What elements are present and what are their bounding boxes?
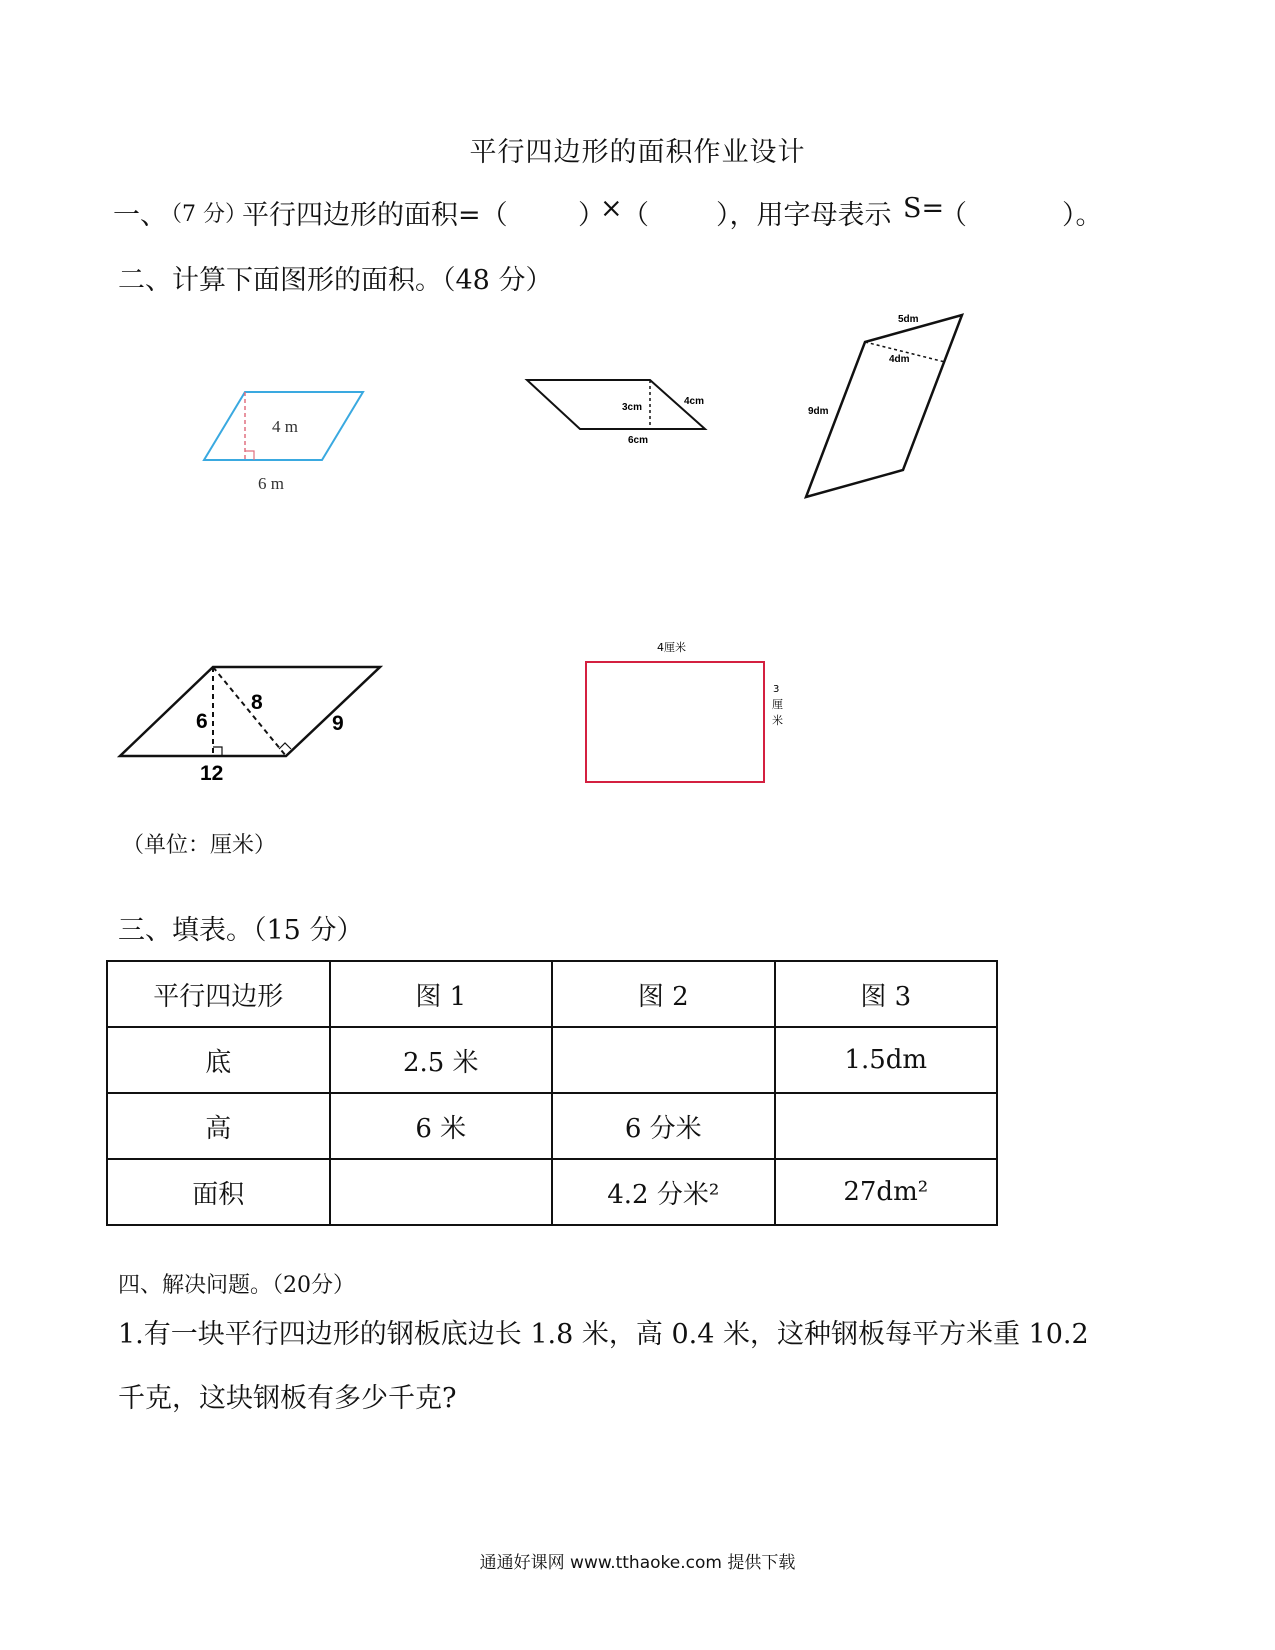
figure-4-right-angle-1 — [213, 747, 222, 756]
table-cell: 2.5 米 — [330, 1027, 553, 1093]
figure-3-side-label: 9dm — [808, 406, 829, 417]
table-cell — [552, 1027, 775, 1093]
figure-5-rectangle — [586, 662, 764, 782]
table-header-cell: 图 3 — [775, 961, 998, 1027]
figure-1-base-label: 6 m — [258, 474, 284, 493]
fill-table — [106, 960, 998, 1226]
q1-open-b: （ — [622, 200, 649, 231]
figure-4-diag-label: 8 — [251, 691, 263, 714]
figure-4-base-label: 12 — [200, 762, 224, 785]
table-cell: 高 — [107, 1093, 330, 1159]
figure-3 — [806, 314, 962, 497]
page-title: 平行四边形的面积作业设计 — [469, 137, 806, 168]
table-header-cell: 图 2 — [552, 961, 775, 1027]
figure-4-height-label: 6 — [196, 710, 208, 733]
figure-1 — [204, 392, 363, 493]
figure-5 — [586, 640, 783, 782]
table-cell: 1.5dm — [775, 1027, 998, 1093]
figure-2-parallelogram — [527, 380, 705, 429]
figure-2 — [527, 380, 705, 446]
table-cell — [775, 1093, 998, 1159]
q2-heading: 二、计算下面图形的面积。（48 分） — [118, 265, 553, 296]
table-cell: 4.2 分米² — [552, 1159, 775, 1225]
q3-heading: 三、填表。（15 分） — [118, 915, 364, 946]
figure-4-side-label: 9 — [332, 712, 344, 735]
table-cell: 6 米 — [330, 1093, 553, 1159]
q1-close-c: ）。 — [1062, 200, 1103, 231]
problem-1-line2: 千克，这块钢板有多少千克? — [118, 1383, 457, 1414]
figure-4-diagonal-line — [213, 667, 286, 756]
figure-5-height-label-3: 米 — [772, 714, 783, 727]
footer: 通通好课网 www.tthaoke.com 提供下载 — [479, 1553, 796, 1573]
figure-3-height-label: 4dm — [889, 354, 910, 365]
table-cell — [330, 1159, 553, 1225]
table-row — [107, 1093, 997, 1159]
table-cell: 面积 — [107, 1159, 330, 1225]
unit-note: （单位：厘米） — [122, 833, 277, 858]
table-header-cell: 平行四边形 — [107, 961, 330, 1027]
figure-5-height-label-1: 3 — [773, 684, 780, 695]
q1-s: S= — [903, 193, 945, 224]
table-header-cell: 图 1 — [330, 961, 553, 1027]
figure-3-parallelogram — [806, 315, 962, 497]
table-cell: 6 分米 — [552, 1093, 775, 1159]
figure-5-width-label: 4厘米 — [657, 641, 686, 654]
figure-2-height-label: 3cm — [622, 402, 643, 413]
figure-2-side-label: 4cm — [684, 396, 705, 407]
q1-score: （7 分） — [160, 202, 247, 227]
figure-5-height-label-2: 厘 — [772, 698, 783, 711]
figure-1-right-angle — [245, 451, 254, 460]
figure-4-right-angle-2 — [279, 743, 291, 749]
figure-1-height-label: 4 m — [272, 417, 298, 436]
q1-text-a: 平行四边形的面积=（ — [242, 200, 508, 231]
q1-text-b: ），用字母表示 — [716, 200, 892, 231]
table-row — [107, 1027, 997, 1093]
figure-3-top-label: 5dm — [898, 314, 919, 325]
table-cell: 底 — [107, 1027, 330, 1093]
q1-times: × — [600, 193, 623, 224]
table-row — [107, 1159, 997, 1225]
q1-prefix: 一、 — [113, 200, 167, 231]
figure-2-base-label: 6cm — [628, 435, 649, 446]
problem-1-line1: 1.有一块平行四边形的钢板底边长 1.8 米，高 0.4 米，这种钢板每平方米重 10.2 — [118, 1319, 1089, 1350]
q1-open-c: （ — [940, 200, 967, 231]
table-header-row — [107, 961, 997, 1027]
table-cell: 27dm² — [775, 1159, 998, 1225]
figure-4 — [120, 667, 380, 785]
q1-close-a: ） — [578, 200, 605, 231]
q4-heading: 四、解决问题。（20分） — [118, 1273, 355, 1298]
